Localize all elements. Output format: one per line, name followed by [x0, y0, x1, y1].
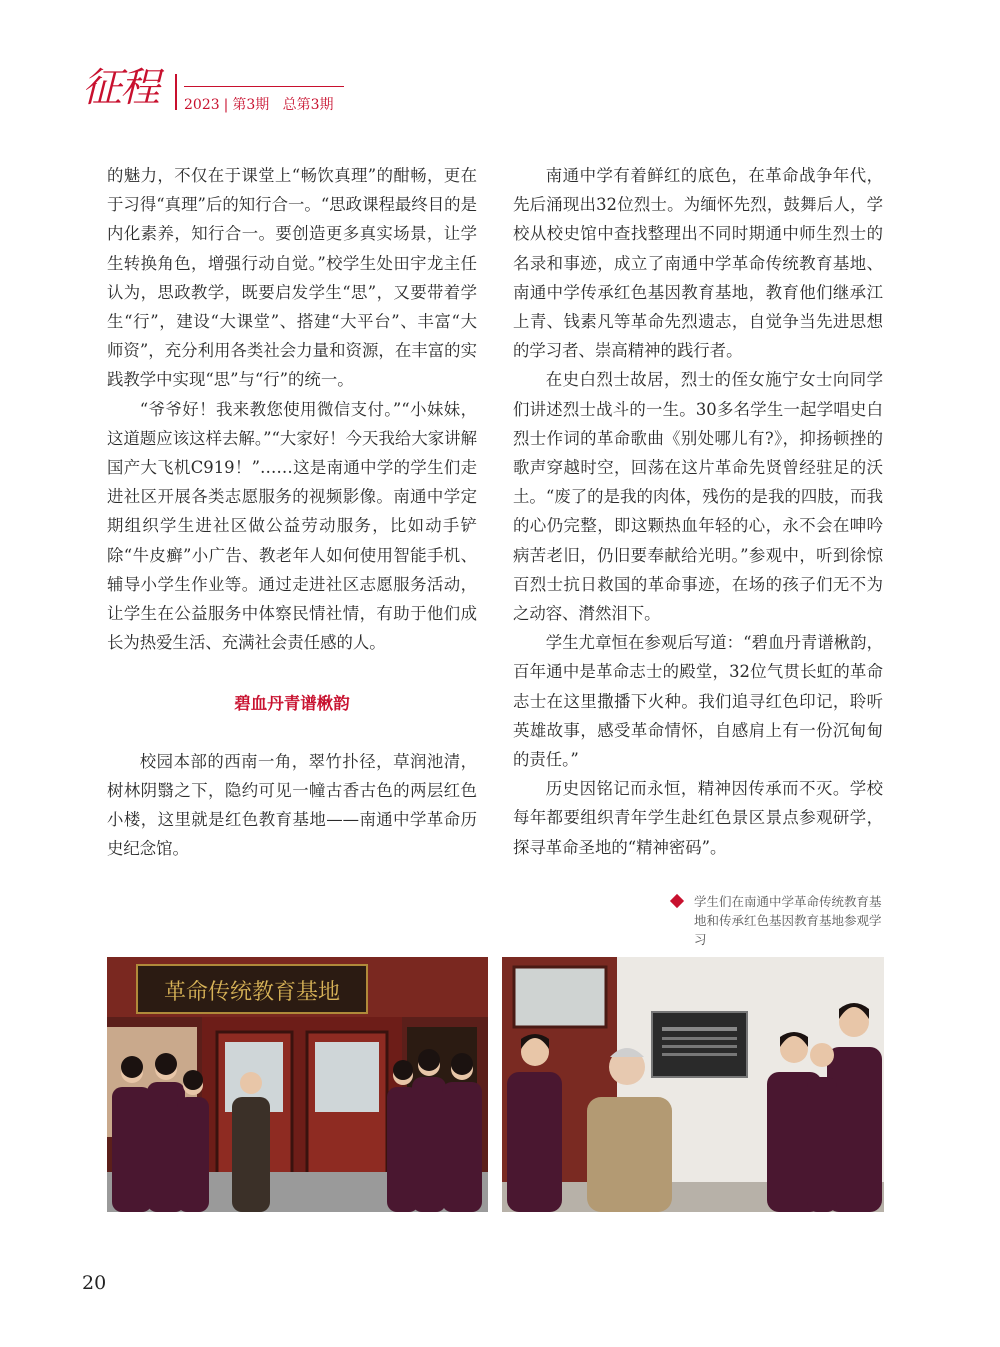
- left-paragraph-1: 的魅力，不仅在于课堂上“畅饮真理”的酣畅，更在于习得“真理”后的知行合一。“思政课程最终目的是内化素养，知行合一。要创造更多真实场景，让学生转换角色，增强行动自觉。”校学生处田宇龙主任认为，思政教学，既要启发学生“思”，又要带着学生“行”，建设“大课堂”、搭建“大平台”、丰富“大师资”，充分利用各类社会力量和资源，在丰富的实践教学中实现“思”与“行”的统一。: [107, 166, 477, 390]
- left-paragraph-2: “爷爷好！我来教您使用微信支付。”“小妹妹，这道题应该这样去解。”“大家好！今天我给大家讲解国产大飞机C919！”……这是南通中学的学生们走进社区开展各类志愿服务的视频影像。南通中学定期组织学生进社区做公益劳动服务，比如动手铲除“牛皮癣”小广告、教老年人如何使用智能手机、辅导小学生作业等。通过走进社区志愿服务活动，让学生在公益服务中体察民情社情，有助于他们成长为热爱生活、充满社会责任感的人。: [107, 399, 477, 653]
- left-column: [107, 161, 477, 863]
- masthead: [82, 60, 362, 120]
- left-paragraph-3: 校园本部的西南一角，翠竹扑径，草润池清，树林阴翳之下，隐约可见一幢古香古色的两层红色小楼，这里就是红色教育基地——南通中学革命历史纪念馆。: [107, 751, 477, 859]
- issue-year: 2023: [184, 97, 220, 113]
- photo-caption: [672, 892, 887, 949]
- photo-left-illustration: [107, 957, 488, 1212]
- page-number: 20: [82, 1272, 107, 1294]
- photo-right-illustration: [502, 957, 884, 1212]
- right-paragraph-1: 南通中学有着鲜红的底色，在革命战争年代，先后涌现出32位烈士。为缅怀先烈，鼓舞后人，学校从校史馆中查找整理出不同时期通中师生烈士的名录和事迹，成立了南通中学革命传统教育基地、南通中学传承红色基因教育基地，教育他们继承江上青、钱素凡等革命先烈遗志，自觉争当先进思想的学习者、崇高精神的践行者。: [513, 166, 883, 361]
- issue-number: 第3期: [232, 97, 270, 113]
- photo-sign-text: 革命传统教育基地: [163, 980, 341, 1005]
- photo-education-base-entrance: [107, 957, 488, 1212]
- photo-plaque-visit: [502, 957, 884, 1212]
- right-paragraph-4: 历史因铭记而永恒，精神因传承而不灭。学校每年都要组织青年学生赴红色景区景点参观研学，探寻革命圣地的“精神密码”。: [513, 779, 883, 857]
- masthead-rule: [184, 86, 344, 87]
- right-column: [513, 161, 883, 862]
- right-paragraph-2: 在史白烈士故居，烈士的侄女施宁女士向同学们讲述烈士战斗的一生。30多名学生一起学唱史白烈士作词的革命歌曲《别处哪儿有?》，抑扬顿挫的歌声穿越时空，回荡在这片革命先贤曾经驻足的沃土。“废了的是我的肉体，残伤的是我的四肢，而我的心仍完整，即这颗热血年轻的心，永不会在呻吟病苦老旧，仍旧要奉献给光明。”参观中，听到徐惊百烈士抗日救国的革命事迹，在场的孩子们无不为之动容、潸然泪下。: [513, 370, 883, 624]
- caption-text: 学生们在南通中学革命传统教育基地和传承红色基因教育基地参观学习: [694, 894, 882, 947]
- masthead-divider: [175, 74, 177, 110]
- section-subheading: 碧血丹青谱楸韵: [234, 694, 350, 714]
- issue-separator: |: [223, 97, 229, 113]
- right-paragraph-3: 学生尤章恒在参观后写道：“碧血丹青谱楸韵，百年通中是革命志士的殿堂，32位气贯长虹的革命志士在这里撒播下火种。我们追寻红色印记，聆听英雄故事，感受革命情怀，自感肩上有一份沉甸甸的责任。”: [513, 633, 883, 770]
- issue-total: 总第3期: [282, 97, 334, 113]
- caption-marker-icon: [670, 894, 684, 908]
- magazine-logo: 征程: [82, 65, 158, 111]
- issue-info: [184, 94, 334, 114]
